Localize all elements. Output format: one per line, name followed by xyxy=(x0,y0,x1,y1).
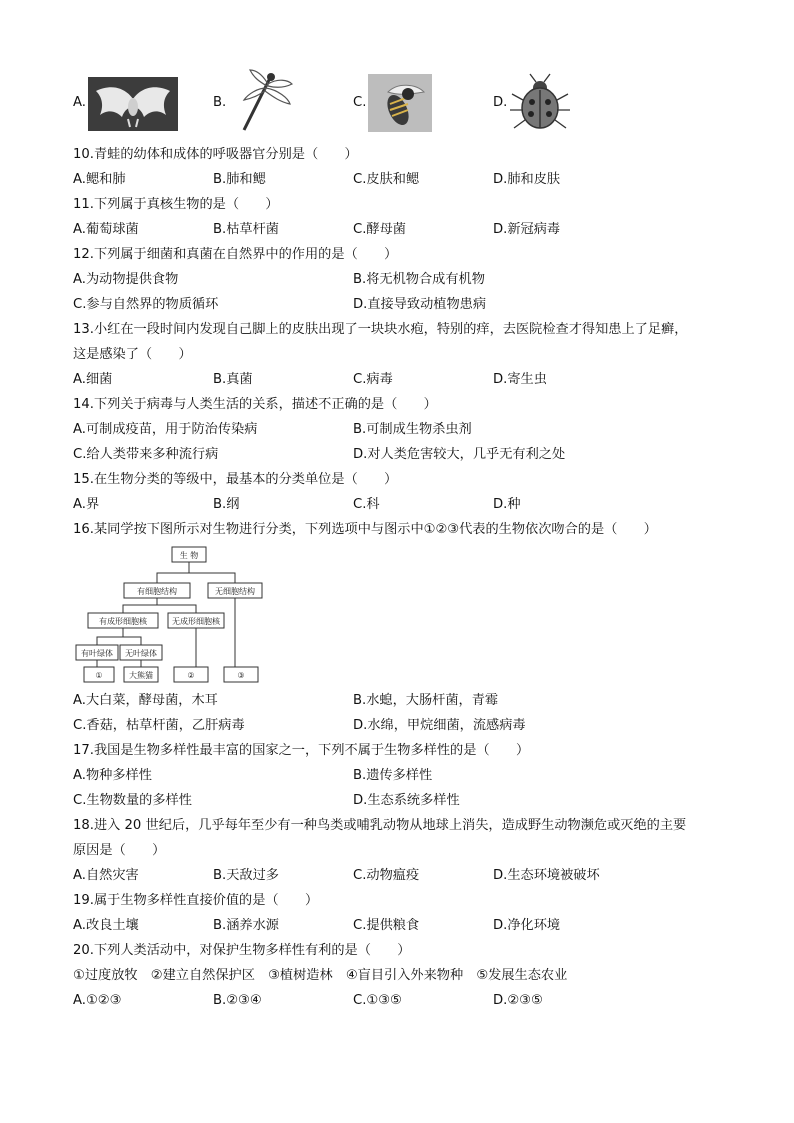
diagram-cellular: 有细胞结构 xyxy=(137,587,177,596)
q20-option-d[interactable]: D.②③⑤ xyxy=(493,993,543,1008)
q14-option-d[interactable]: D.对人类危害较大，几乎无有利之处 xyxy=(353,447,566,462)
q13-stem-line2: 这是感染了（ ） xyxy=(73,347,192,362)
ladybug-image xyxy=(506,72,574,132)
q19-stem: 19.属于生物多样性直接价值的是（ ） xyxy=(73,893,319,908)
diagram-no-nucleus: 无成形细胞核 xyxy=(172,617,220,626)
q12-option-c[interactable]: C.参与自然界的物质循环 xyxy=(73,297,219,312)
diagram-node-2: ② xyxy=(187,671,195,680)
q15-option-a[interactable]: A.界 xyxy=(73,497,100,512)
dragonfly-image xyxy=(228,68,296,134)
bat-image xyxy=(88,77,178,131)
q17-option-b[interactable]: B.遗传多样性 xyxy=(353,768,433,783)
q15-stem: 15.在生物分类的等级中，最基本的分类单位是（ ） xyxy=(73,472,398,487)
q17-stem: 17.我国是生物多样性最丰富的国家之一，下列不属于生物多样性的是（ ） xyxy=(73,743,530,758)
q15-option-b[interactable]: B.纲 xyxy=(213,497,240,512)
diagram-no-chloroplast: 无叶绿体 xyxy=(125,649,157,658)
q18-stem-line1: 18.进入 20 世纪后，几乎每年至少有一种鸟类或哺乳动物从地球上消失，造成野生动物濒危或灭绝的主要 xyxy=(73,818,687,833)
diagram-node-1: ① xyxy=(95,671,103,680)
q12-option-a[interactable]: A.为动物提供食物 xyxy=(73,272,179,287)
q19-option-d[interactable]: D.净化环境 xyxy=(493,918,561,933)
q10-stem: 10.青蛙的幼体和成体的呼吸器官分别是（ ） xyxy=(73,147,358,162)
q19-option-a[interactable]: A.改良土壤 xyxy=(73,918,139,933)
q13-option-d[interactable]: D.寄生虫 xyxy=(493,372,547,387)
q16-option-b[interactable]: B.水螅，大肠杆菌，青霉 xyxy=(353,693,499,708)
q14-option-b[interactable]: B.可制成生物杀虫剂 xyxy=(353,422,472,437)
q10-option-c[interactable]: C.皮肤和鳃 xyxy=(353,172,420,187)
diagram-root: 生 物 xyxy=(179,551,199,560)
q13-stem-line1: 13.小红在一段时间内发现自己脚上的皮肤出现了一块块水疱，特别的痒，去医院检查才得知患上了足癣， xyxy=(73,322,688,337)
q20-items: ①过度放牧 ②建立自然保护区 ③植树造林 ④盲目引入外来物种 ⑤发展生态农业 xyxy=(73,968,568,983)
q16-stem: 16.某同学按下图所示对生物进行分类，下列选项中与图示中①②③代表的生物依次吻合的是（ ） xyxy=(73,522,657,537)
q15-option-d[interactable]: D.种 xyxy=(493,497,521,512)
q15-option-c[interactable]: C.科 xyxy=(353,497,380,512)
q19-option-c[interactable]: C.提供粮食 xyxy=(353,918,420,933)
q17-option-c[interactable]: C.生物数量的多样性 xyxy=(73,793,192,808)
q11-option-a[interactable]: A.葡萄球菌 xyxy=(73,222,139,237)
q12-option-d[interactable]: D.直接导致动植物患病 xyxy=(353,297,487,312)
q18-option-c[interactable]: C.动物瘟疫 xyxy=(353,868,420,883)
q13-option-c[interactable]: C.病毒 xyxy=(353,372,393,387)
q20-option-b[interactable]: B.②③④ xyxy=(213,993,262,1008)
classification-diagram xyxy=(74,545,270,687)
q14-option-c[interactable]: C.给人类带来多种流行病 xyxy=(73,447,219,462)
q19-option-b[interactable]: B.涵养水源 xyxy=(213,918,279,933)
diagram-chloroplast: 有叶绿体 xyxy=(81,649,113,658)
q12-stem: 12.下列属于细菌和真菌在自然界中的作用的是（ ） xyxy=(73,247,398,262)
q12-option-b[interactable]: B.将无机物合成有机物 xyxy=(353,272,485,287)
diagram-node-3: ③ xyxy=(237,671,245,680)
q11-option-d[interactable]: D.新冠病毒 xyxy=(493,222,561,237)
q11-stem: 11.下列属于真核生物的是（ ） xyxy=(73,197,279,212)
option-c-label: C. xyxy=(353,95,367,110)
q20-option-a[interactable]: A.①②③ xyxy=(73,993,122,1008)
diagram-nucleus: 有成形细胞核 xyxy=(99,617,147,626)
q10-option-b[interactable]: B.肺和鳃 xyxy=(213,172,266,187)
q13-option-b[interactable]: B.真菌 xyxy=(213,372,253,387)
option-a-label: A. xyxy=(73,95,86,110)
q14-stem: 14.下列关于病毒与人类生活的关系，描述不正确的是（ ） xyxy=(73,397,437,412)
q10-option-a[interactable]: A.鳃和肺 xyxy=(73,172,126,187)
bee-image xyxy=(368,74,432,132)
q18-option-a[interactable]: A.自然灾害 xyxy=(73,868,139,883)
option-b-label: B. xyxy=(213,95,227,110)
diagram-acellular: 无细胞结构 xyxy=(215,587,255,596)
q16-option-d[interactable]: D.水绵，甲烷细菌，流感病毒 xyxy=(353,718,526,733)
q10-option-d[interactable]: D.肺和皮肤 xyxy=(493,172,561,187)
diagram-panda: 大熊猫 xyxy=(129,671,153,680)
q16-option-c[interactable]: C.香菇，枯草杆菌，乙肝病毒 xyxy=(73,718,245,733)
q20-option-c[interactable]: C.①③⑤ xyxy=(353,993,402,1008)
q18-option-d[interactable]: D.生态环境被破坏 xyxy=(493,868,600,883)
q14-option-a[interactable]: A.可制成疫苗，用于防治传染病 xyxy=(73,422,258,437)
q18-option-b[interactable]: B.天敌过多 xyxy=(213,868,279,883)
q17-option-a[interactable]: A.物种多样性 xyxy=(73,768,152,783)
q17-option-d[interactable]: D.生态系统多样性 xyxy=(353,793,460,808)
q20-stem: 20.下列人类活动中，对保护生物多样性有利的是（ ） xyxy=(73,943,411,958)
q16-option-a[interactable]: A.大白菜，酵母菌，木耳 xyxy=(73,693,218,708)
option-d-label: D. xyxy=(493,95,508,110)
q11-option-c[interactable]: C.酵母菌 xyxy=(353,222,406,237)
q18-stem-line2: 原因是（ ） xyxy=(73,843,166,858)
q13-option-a[interactable]: A.细菌 xyxy=(73,372,113,387)
q11-option-b[interactable]: B.枯草杆菌 xyxy=(213,222,279,237)
